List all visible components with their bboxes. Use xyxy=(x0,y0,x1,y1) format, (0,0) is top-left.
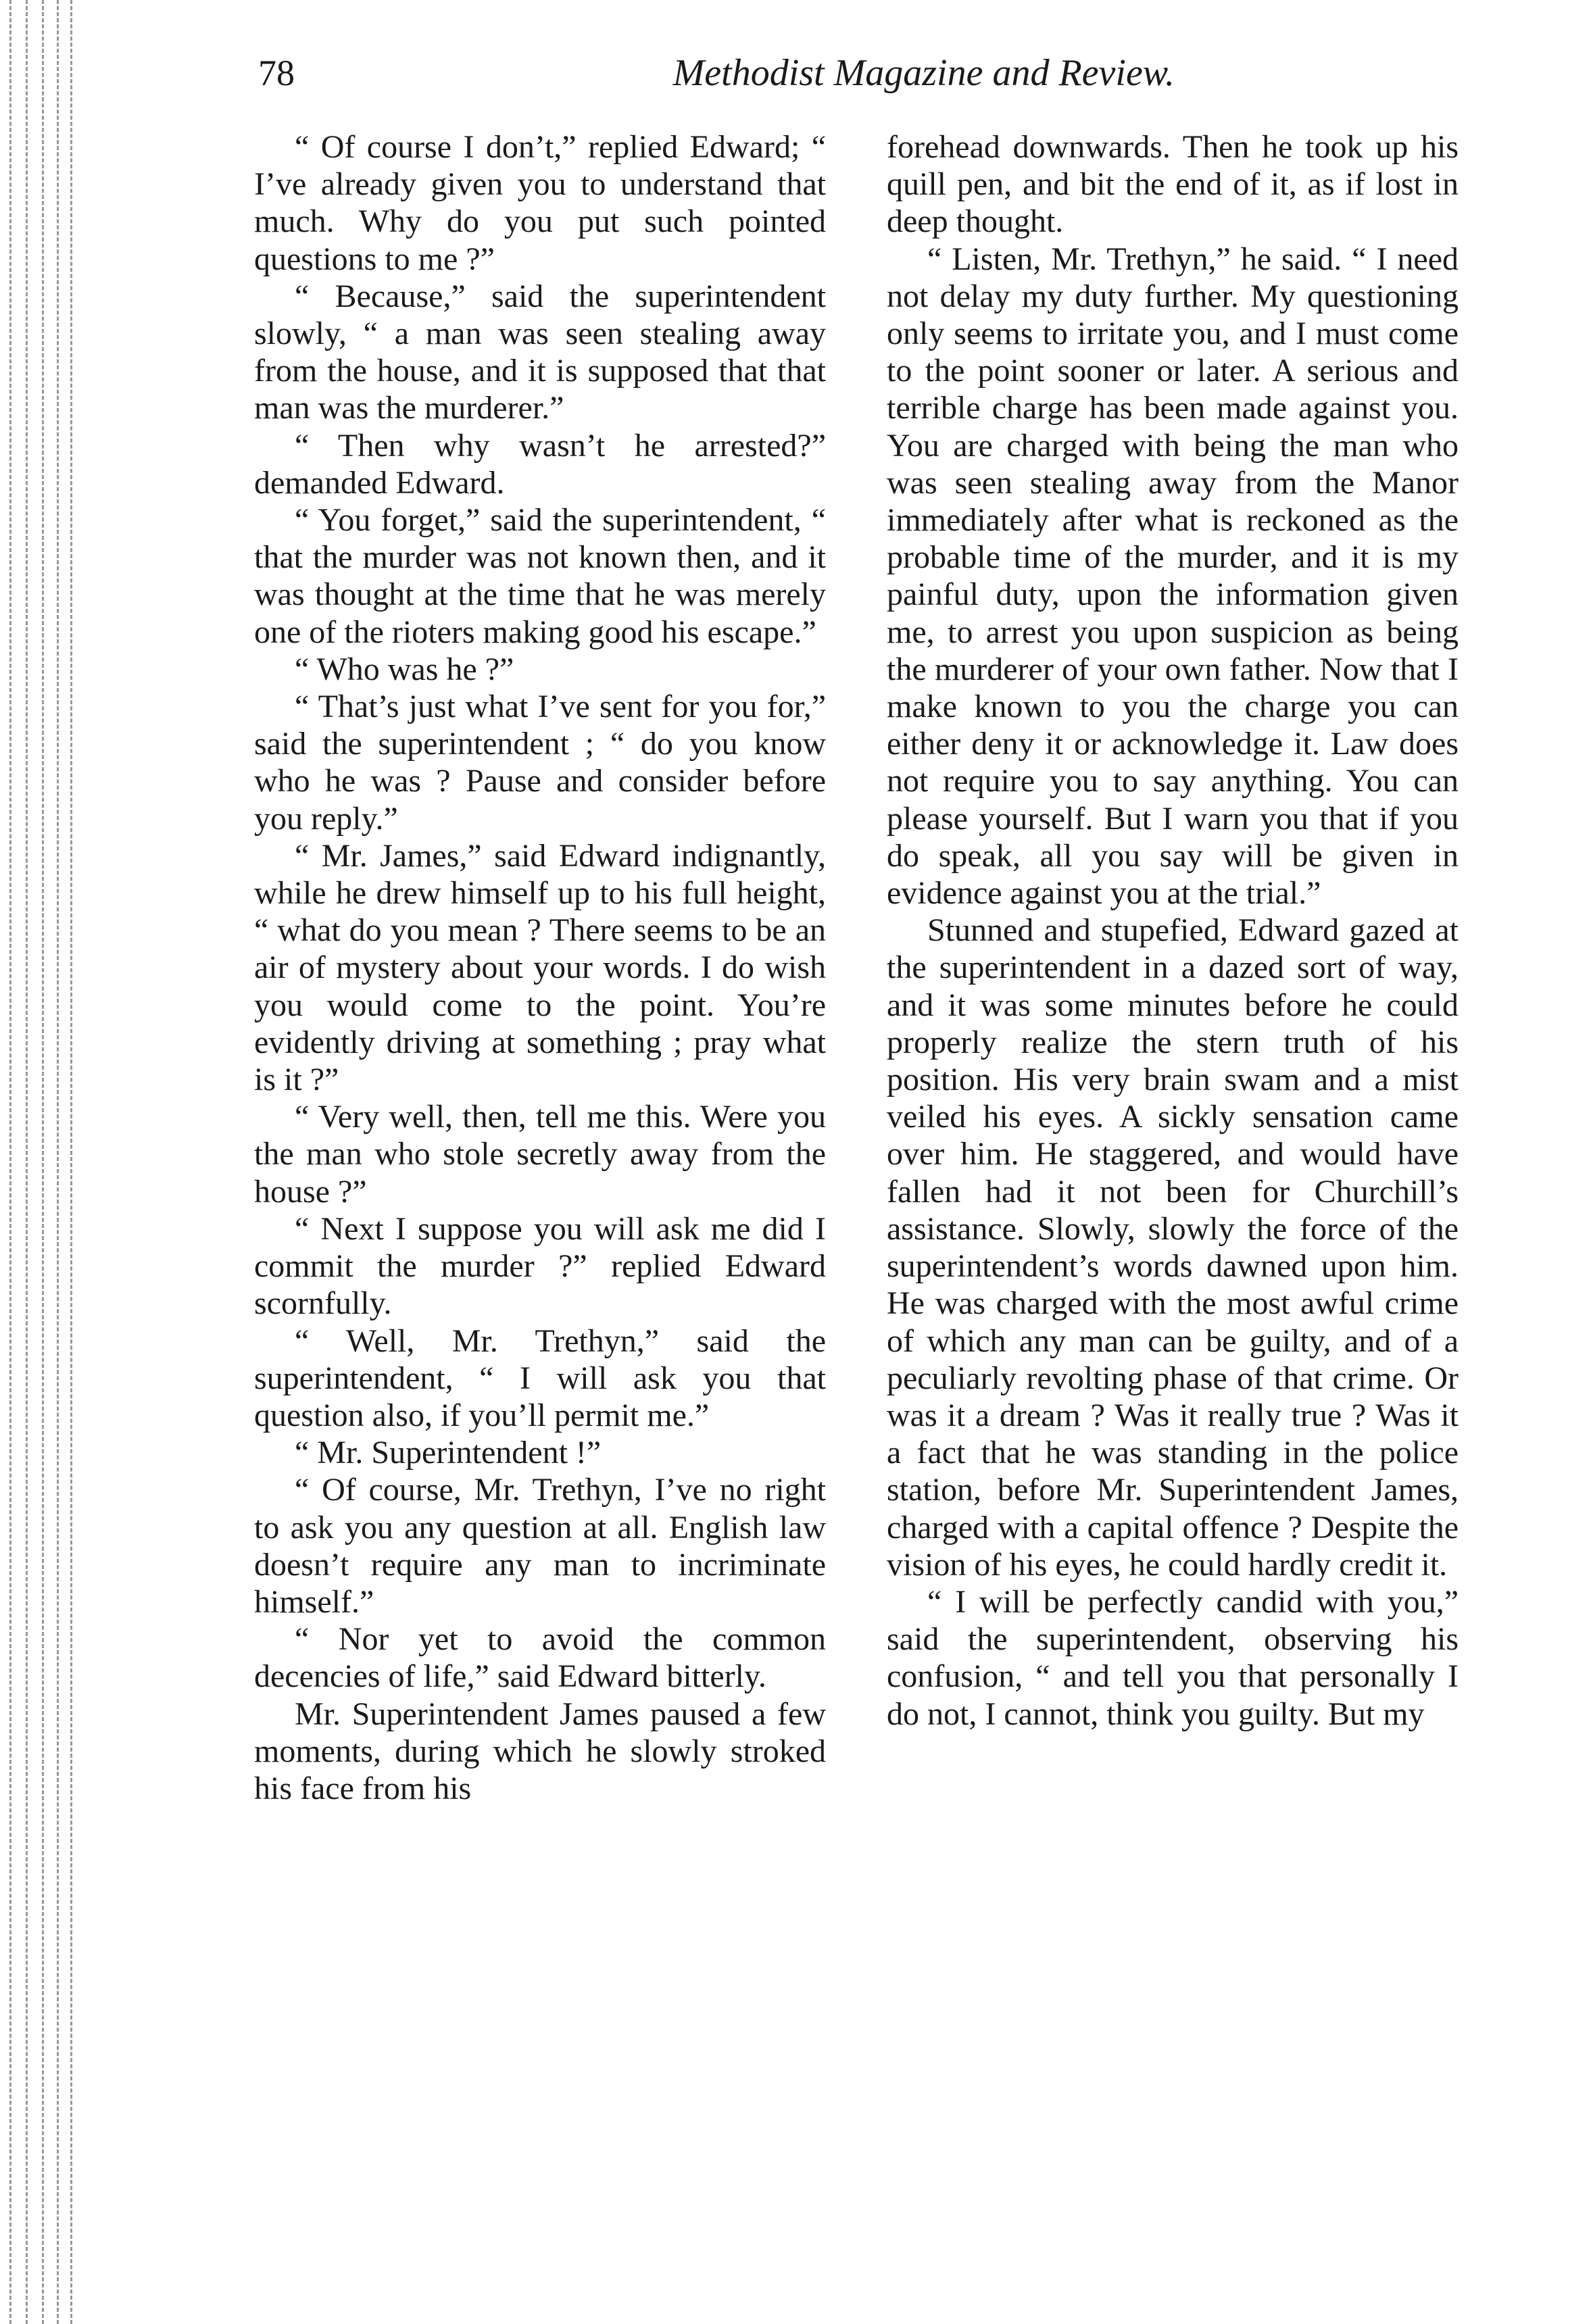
paragraph: “ Of course I don’t,” replied Edward; “ I’ve already given you to understand that much. Why do you put such pointed questions to me ?” xyxy=(254,129,826,277)
paragraph: “ Well, Mr. Trethyn,” said the superintendent, “ I will ask you that question also, if you’ll permit me.” xyxy=(254,1322,826,1433)
paragraph: “ Who was he ?” xyxy=(295,651,514,687)
paragraph: Mr. Superintendent James paused a few moments, during which he slowly stroked his face from his xyxy=(254,1696,826,1806)
running-title: Methodist Magazine and Review. xyxy=(672,52,1175,94)
paragraph: “ Nor yet to avoid the common decencies of life,” said Edward bitterly. xyxy=(254,1621,826,1695)
paragraph: “ I will be perfectly candid with you,” said the superintendent, observing his confusion, “ and tell you that personally I do not, I cannot, think you guilty. But my xyxy=(887,1583,1459,1732)
gutter-line xyxy=(42,0,44,2324)
gutter-line xyxy=(57,0,59,2324)
paragraph: “ Of course, Mr. Trethyn, I’ve no right to ask you any question at all. English law doesn’t require any man to incriminate himself.” xyxy=(254,1472,826,1620)
right-column xyxy=(887,128,1459,2169)
paragraph: Stunned and stupefied, Edward gazed at the superintendent in a dazed sort of way, and it was some minutes before he could properly realize the stern truth of his position. His very brain swam and a mist veiled his eyes. A sickly sensation came over him. He staggered, and would have fallen had it not been for Churchill’s assistance. Slowly, slowly the force of the superintendent’s words dawned upon him. He was charged with the most awful crime of which any man can be guilty, and of a peculiarly revolting phase of that crime. Or was it a dream ? Was it really true ? Was it a fact that he was standing in the police station, before Mr. Superintendent James, charged with a capital offence ? Despite the vision of his eyes, he could hardly credit it. xyxy=(887,912,1459,1583)
page-header xyxy=(258,46,1175,107)
gutter-line xyxy=(9,0,11,2324)
paragraph: “ Next I suppose you will ask me did I commit the murder ?” replied Edward scornfully. xyxy=(254,1210,826,1322)
paragraph: “ Then why wasn’t he arrested?” demanded Edward. xyxy=(254,427,826,501)
gutter-line xyxy=(70,0,72,2324)
left-column xyxy=(254,128,826,2169)
paragraph: “ Mr. James,” said Edward indignantly, while he drew himself up to his full height, “ what do you mean ? There seems to be an air of mystery about your words. I do wish you would come to the point. You’re evidently driving at something ; pray what is it ?” xyxy=(254,837,826,1098)
binding-gutter xyxy=(0,0,88,2324)
paragraph: “ That’s just what I’ve sent for you for,” said the superintendent ; “ do you know who he was ? Pause and consider before you reply.” xyxy=(254,689,826,837)
paragraph: “ You forget,” said the superintendent, “ that the murder was not known then, and it was thought at the time that he was merely one of the rioters making good his escape.” xyxy=(254,502,826,650)
paragraph: “ Very well, then, tell me this. Were you the man who stole secretly away from the house ?” xyxy=(254,1099,826,1210)
paragraph-continued: forehead downwards. Then he took up his quill pen, and bit the end of it, as if lost in deep thought. xyxy=(887,129,1459,240)
paragraph: “ Because,” said the superintendent slowly, “ a man was seen stealing away from the house, and it is supposed that that man was the murderer.” xyxy=(254,278,826,426)
paragraph: “ Listen, Mr. Trethyn,” he said. “ I need not delay my duty further. My questioning only seems to irritate you, and I must come to the point sooner or later. A serious and terrible charge has been made against you. You are charged with being the man who was seen stealing away from the Manor immediately after what is reckoned as the probable time of the murder, and it is my painful duty, upon the information given me, to arrest you upon suspicion as being the murderer of your own father. Now that I make known to you the charge you can either deny it or acknowledge it. Law does not require you to say anything. You can please yourself. But I warn you that if you do speak, all you say will be given in evidence against you at the trial.” xyxy=(887,241,1459,912)
page-number: 78 xyxy=(258,53,295,93)
gutter-line xyxy=(26,0,28,2324)
paragraph: “ Mr. Superintendent !” xyxy=(295,1435,602,1471)
